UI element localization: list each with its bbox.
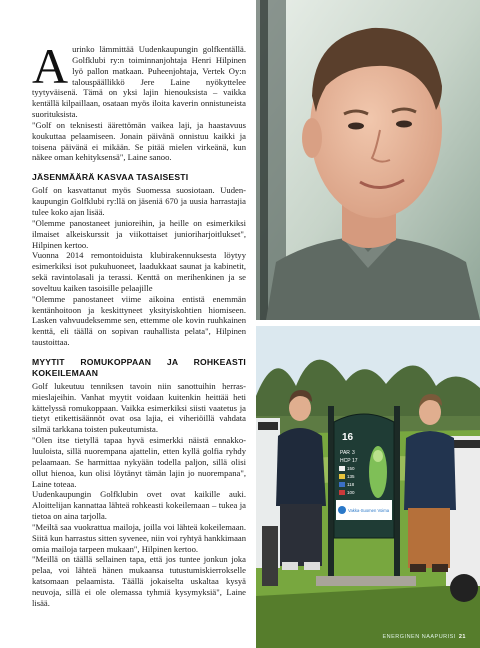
paragraph: "Golf on teknisesti äärettömän vaikea laji, ja haastavuus koukuttaa pelaamiseen. Jonain päivänä onnistuu kaikki ja toisena päivänä ei mikään. Se pitää mielen virkeänä, kun näkee oman kehityksensä", Laine sanoo. bbox=[32, 119, 246, 163]
intro-paragraph bbox=[32, 38, 246, 120]
paragraph: Uudenkaupungin Golfklubin ovet ovat kaikille auki. Aloittelijan kannattaa lähteä rohkeasti kokeilemaan – tukea ja tietoa on aina tarjolla. bbox=[32, 489, 246, 522]
paragraph: "Olemme panostaneet viime aikoina entistä enemmän kentänhoitoon ja keskittyneet yksityiskohtien hiomiseen. Lasken vahvuudeksemme sen, ettemme ole kovin ruuhkainen kenttä, eli täällä on sopivan rauhallista pelata", Hilpinen taustoittaa. bbox=[32, 293, 246, 348]
section-heading: JÄSENMÄÄRÄ KASVAA TASAISESTI bbox=[32, 172, 189, 183]
paragraph: "Olen itse tietyllä tapaa hyvä esimerkki näistä ennakkoluuloista, sillä nuorempana ajattelin, etten kyllä golfia ryhdy pelaamaan. Se harmittaa nykyään todella paljon, sillä olisi ollut hienoa, kun olisi löytänyt tämän lajin jo nuorempana", Laine toteaa. bbox=[32, 435, 246, 489]
paragraph: "Olemme panostaneet junioreihin, ja heille on esimerkiksi ilmaiset alkeiskurssit ja viikottaiset junioriharjoitlukset", Hilpinen kertoo. bbox=[32, 217, 246, 250]
golf-photo bbox=[256, 326, 480, 648]
page-footer bbox=[383, 634, 467, 640]
paragraph: "Meiltä saa vuokrattua mailoja, joilla voi lähteä kokeilemaan. Siitä kun harrastus sitten syvenee, niin voi ryhtyä hankkimaan omia mailoja tarpeen mukaan", Hilpinen kertoo. bbox=[32, 521, 246, 554]
tee-distance: 150 bbox=[347, 466, 355, 471]
magazine-name: ENERGINEN NAAPURISI bbox=[382, 634, 456, 640]
paragraph: "Meillä on täällä sellainen tapa, että jos tuntee jonkun joka pelaa, voi lähteä hänen mukaansa tutustumiskierrokselle katsomaan pelaamista. Täällä jokaiselta uskaltaa kysyä neuvoja, sillä ei ole olemassa tyhmiä kysymyksiä", Laine lisää. bbox=[32, 554, 246, 608]
paragraph: Golf on kasvattanut myös Suomessa suosiotaan. Uudenkaupungin Golfklubi ry:llä on jäseniä 670 ja uusia harrastajia tulee koko ajan lisää. bbox=[32, 185, 246, 217]
paragraph: Golf lukeutuu tenniksen tavoin niin sanottuihin herrasmieslajeihin. Vanhat myytit voidaan kuitenkin heittää heti kättelyssä romukoppaan. Vaikka esimerkiksi siisti vaatetus ja tietyt etikettisäännöt ovat osa lajia, ei viheriöillä vahdata silmä tarkkana toisten pukeutumista. bbox=[32, 380, 246, 435]
sponsor-logo-icon bbox=[338, 506, 346, 514]
portrait-photo bbox=[256, 0, 480, 320]
page-number: 21 bbox=[458, 634, 466, 640]
section-heading: MYYTIT ROMUKOPPAAN JA ROHKEASTI KOKEILEMAAN bbox=[32, 356, 246, 378]
paragraph: Vuonna 2014 remontoiduista klubirakennuksesta löytyy esimerkiksi isot pukuhuoneet, laadukkaat saunat ja kabinetit, sekä ravintolasali ja terassi. Kenttä on merihenkinen ja se soveltuu kaiken tasoisille pelaajille bbox=[32, 250, 246, 293]
tee-distance: 100 bbox=[347, 490, 355, 495]
tee-distance: 135 bbox=[347, 474, 355, 479]
portrait-illustration bbox=[256, 0, 480, 320]
tee-distance: 118 bbox=[347, 482, 355, 487]
hole-number: 16 bbox=[342, 432, 354, 443]
par-label: PAR bbox=[340, 450, 350, 456]
hcp-value: 17 bbox=[352, 458, 358, 464]
sponsor-name: Vakka-Suomen Voima bbox=[348, 508, 390, 513]
golf-course-illustration bbox=[256, 326, 480, 648]
article-body bbox=[32, 38, 246, 609]
par-value: 3 bbox=[352, 450, 355, 456]
dropcap: A bbox=[32, 38, 69, 94]
intro-text: urinko lämmittää Uudenkaupungin golfkentällä. Golfklubi ry:n toiminnanjohtaja Henri Hilpinen lyö pallon matkaan. Puheenjohtaja, Vertek Oy:n talouspäällikkö Jere Laine nyökyttelee tyytyväisenä. Tämä on yksi lajin hienouksista – vaikka kentällä kilpaillaan, osataan myös iloita kaverin onnistuneista suorituksista. bbox=[32, 44, 246, 120]
hcp-label: HCP bbox=[340, 458, 351, 464]
